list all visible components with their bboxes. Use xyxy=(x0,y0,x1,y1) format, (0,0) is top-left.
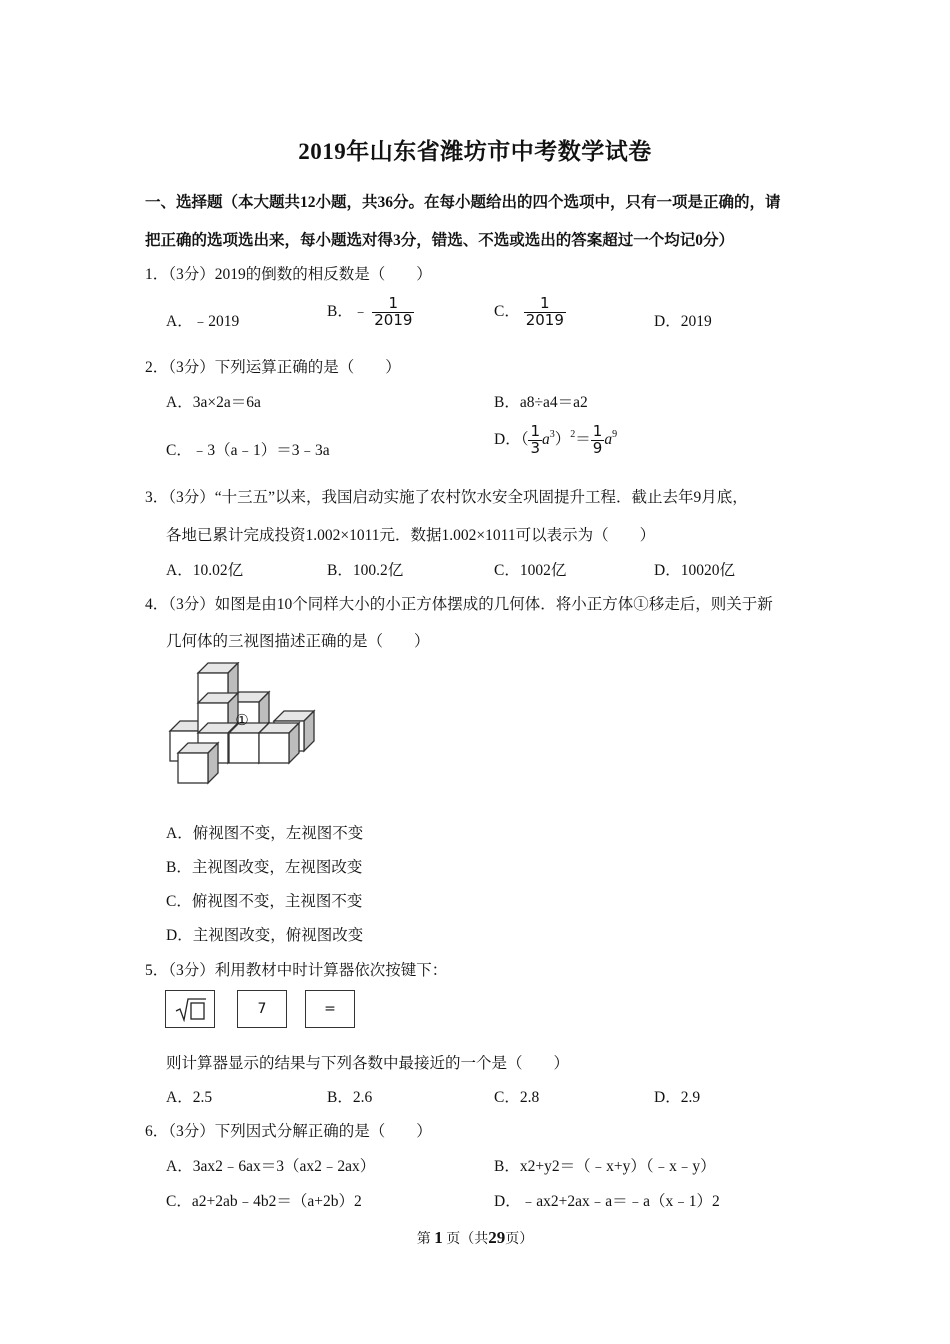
q5-option-d: D．2.9 xyxy=(654,1089,701,1106)
q4-option-c: C．俯视图不变，主视图不变 xyxy=(166,893,363,910)
q5-option-b: B．2.6 xyxy=(327,1089,373,1106)
cube-label: ① xyxy=(235,711,249,729)
question-2-stem: 2．（3分）下列运算正确的是（ ） xyxy=(145,359,401,376)
q1-option-a: A．﹣2019 xyxy=(166,313,240,330)
page-title: 2019年山东省潍坊市中考数学试卷 xyxy=(298,139,652,164)
q4-option-d: D．主视图改变，俯视图改变 xyxy=(166,927,364,944)
question-5-stem: 5．（3分）利用教材中时计算器依次按键下： xyxy=(145,962,448,979)
page-footer: 第 1 页（共29页） xyxy=(416,1228,534,1247)
question-3-line-2: 各地已累计完成投资1.002×1011元．数据1.002×1011可以表示为（ ） xyxy=(166,527,656,544)
q5-option-a: A．2.5 xyxy=(166,1089,213,1106)
q2-option-a: A．3a×2a＝6a xyxy=(166,394,261,411)
page-number: 1 xyxy=(434,1228,443,1247)
q6-option-d: D．﹣ax2+2ax﹣a＝﹣a（x﹣1）2 xyxy=(494,1193,720,1210)
sqrt-key xyxy=(165,990,215,1028)
q4-option-a: A．俯视图不变，左视图不变 xyxy=(166,825,364,842)
section-heading-line-1: 一、选择题（本大题共12小题，共36分。在每小题给出的四个选项中，只有一项是正确的，请 xyxy=(145,194,781,211)
q3-option-b: B．100.2亿 xyxy=(327,562,404,579)
q2-option-c: C．﹣3（a﹣1）＝3﹣3a xyxy=(166,442,330,459)
question-6-stem: 6．（3分）下列因式分解正确的是（ ） xyxy=(145,1123,432,1140)
q1-option-c: C． $\frac{1}{2019}$ xyxy=(494,294,564,329)
q3-option-d: D．10020亿 xyxy=(654,562,735,579)
question-4-line-1: 4．（3分）如图是由10个同样大小的小正方体摆成的几何体．将小正方体①移走后，则关于新 xyxy=(145,596,773,613)
q6-option-c: C．a2+2ab﹣4b2＝（a+2b）2 xyxy=(166,1193,362,1210)
question-5-line-2: 则计算器显示的结果与下列各数中最接近的一个是（ ） xyxy=(166,1055,570,1072)
total-pages: 29 xyxy=(488,1228,506,1247)
question-3-line-1: 3．（3分）“十三五”以来，我国启动实施了农村饮水安全巩固提升工程．截止去年9月底， xyxy=(145,489,748,506)
q4-option-b: B．主视图改变，左视图改变 xyxy=(166,859,363,876)
q3-option-c: C．1002亿 xyxy=(494,562,567,579)
equals-key: = xyxy=(305,990,355,1028)
q1-option-d: D．2019 xyxy=(654,313,712,330)
q6-option-a: A．3ax2﹣6ax＝3（ax2﹣2ax） xyxy=(166,1158,376,1175)
q2-option-d: D．（ $\frac{1}{3}$ $a^3)^2=$ $\frac{1}{9}$ $a^9$ xyxy=(494,422,618,457)
cube-figure xyxy=(160,662,330,787)
sqrt-icon xyxy=(173,996,207,1022)
q6-option-b: B．x2+y2＝（﹣x+y）（﹣x﹣y） xyxy=(494,1158,716,1175)
q3-option-a: A．10.02亿 xyxy=(166,562,244,579)
seven-key: 7 xyxy=(237,990,287,1028)
q5-option-c: C．2.8 xyxy=(494,1089,540,1106)
section-heading-line-2: 把正确的选项选出来，每小题选对得3分，错选、不选或选出的答案超过一个均记0分） xyxy=(145,232,735,249)
q1-option-b: B．﹣ $\frac{1}{2019}$ xyxy=(327,294,413,329)
question-4-line-2: 几何体的三视图描述正确的是（ ） xyxy=(166,633,430,650)
question-1-stem: 1．（3分）2019的倒数的相反数是（ ） xyxy=(145,266,432,283)
q2-option-b: B．a8÷a4＝a2 xyxy=(494,394,588,411)
